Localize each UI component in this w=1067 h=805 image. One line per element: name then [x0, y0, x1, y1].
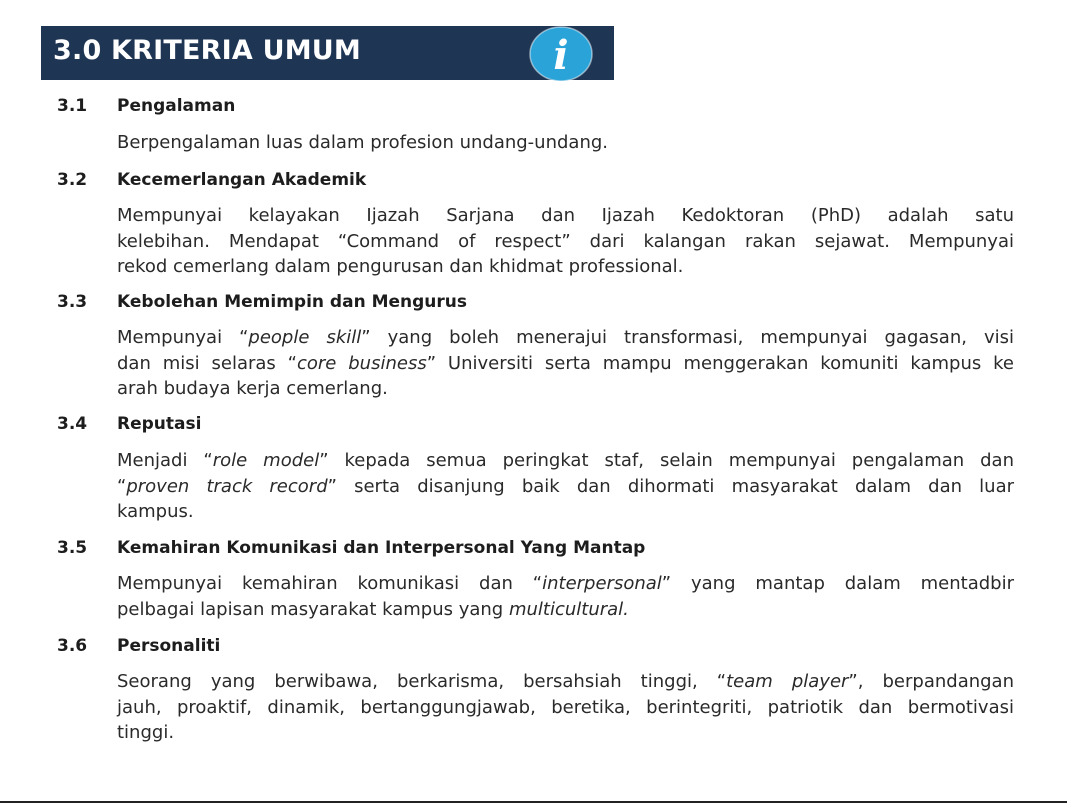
section-number: 3.2: [57, 170, 88, 190]
section-description: [117, 203, 1014, 280]
italic-text: interpersonal: [542, 573, 662, 594]
text-run: rekod cemerlang dalam pengurusan dan khidmat professional.: [117, 256, 684, 277]
text-run: pelbagai lapisan masyarakat kampus yang: [117, 598, 509, 620]
text-run: arah budaya kerja cemerlang.: [117, 378, 388, 399]
text-run: Menjadi “: [117, 450, 213, 471]
text-run: ” serta disanjung baik dan dihormati masyarakat dalam dan luar: [327, 475, 1014, 497]
section-description: [117, 130, 1014, 156]
italic-text: proven track record: [126, 475, 328, 497]
text-run: ” yang boleh menerajui transformasi, mempunyai gagasan, visi: [361, 327, 1015, 348]
text-run: Seorang yang berwibawa, berkarisma, bersahsiah tinggi, “: [117, 671, 727, 692]
svg-text:i: i: [553, 32, 569, 79]
text-line: [117, 499, 1014, 525]
text-line: [117, 203, 1014, 229]
italic-text: core business: [297, 352, 427, 374]
text-line: [117, 571, 1014, 597]
text-line: [117, 695, 1014, 721]
section-number: 3.5: [57, 538, 88, 558]
text-line: [117, 229, 1014, 255]
section-heading: Reputasi: [117, 414, 202, 434]
italic-text: role model: [212, 450, 320, 471]
text-run: ”, berpandangan: [848, 671, 1014, 692]
section-heading: Personaliti: [117, 636, 221, 656]
text-run: ” yang mantap dalam mentadbir: [661, 573, 1014, 594]
italic-text: team player: [726, 671, 849, 692]
section-description: [117, 669, 1014, 746]
section-heading: Kecemerlangan Akademik: [117, 170, 367, 190]
text-run: tinggi.: [117, 722, 175, 743]
text-line: [117, 720, 1014, 746]
divider: [0, 801, 1067, 803]
section-number: 3.6: [57, 636, 88, 656]
text-line: [117, 474, 1014, 500]
italic-text: people skill: [248, 327, 362, 348]
text-run: kampus.: [117, 501, 194, 522]
text-run: dan misi selaras “: [117, 352, 297, 374]
text-run: jauh, proaktif, dinamik, bertanggungjawab, beretika, berintegriti, patriotik dan bermotivasi: [117, 696, 1014, 718]
text-run: Berpengalaman luas dalam profesion undang-undang.: [117, 132, 609, 153]
section-heading: Pengalaman: [117, 96, 236, 116]
text-line: [117, 597, 1014, 623]
section-description: [117, 571, 1014, 622]
text-line: [117, 376, 1014, 402]
section-heading: Kemahiran Komunikasi dan Interpersonal Yang Mantap: [117, 538, 646, 558]
text-line: [117, 448, 1014, 474]
banner-title: 3.0 KRITERIA UMUM: [53, 35, 361, 66]
text-run: ” kepada semua peringkat staf, selain mempunyai pengalaman dan: [319, 450, 1014, 471]
section-description: [117, 325, 1014, 402]
text-run: Mempunyai kelayakan Ijazah Sarjana dan Ijazah Kedoktoran (PhD) adalah satu: [117, 205, 1014, 226]
text-line: [117, 351, 1014, 377]
text-line: [117, 669, 1014, 695]
text-run: ” Universiti serta mampu menggerakan komuniti kampus ke: [426, 352, 1014, 374]
section-description: [117, 448, 1014, 525]
text-run: “: [117, 475, 127, 497]
text-line: [117, 325, 1014, 351]
italic-text: multicultural.: [508, 598, 629, 620]
section-number: 3.3: [57, 292, 88, 312]
text-line: [117, 130, 1014, 156]
text-run: kelebihan. Mendapat “Command of respect” dari kalangan rakan sejawat. Mempunyai: [117, 230, 1014, 252]
text-run: Mempunyai “: [117, 327, 249, 348]
section-number: 3.4: [57, 414, 88, 434]
text-run: Mempunyai kemahiran komunikasi dan “: [117, 573, 543, 594]
section-heading: Kebolehan Memimpin dan Mengurus: [117, 292, 468, 312]
section-number: 3.1: [57, 96, 88, 116]
text-line: [117, 254, 1014, 280]
